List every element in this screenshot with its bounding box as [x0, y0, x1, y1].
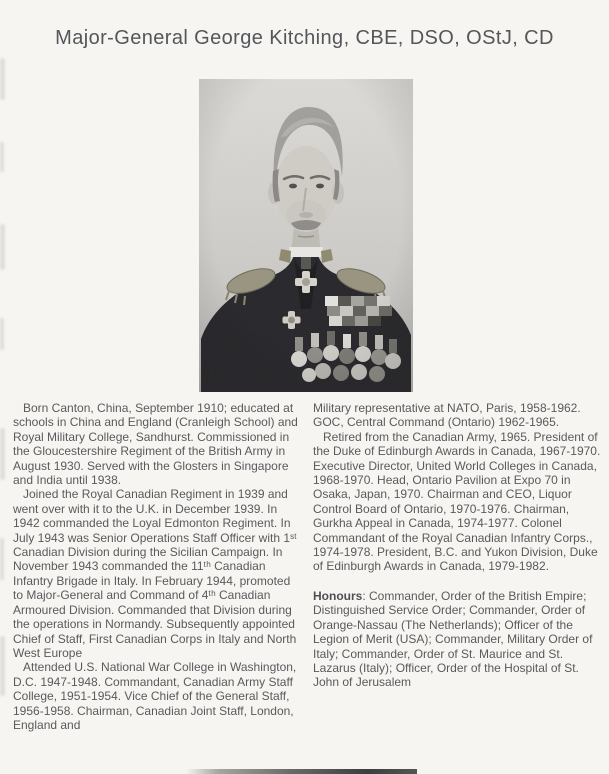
portrait-photo — [199, 79, 413, 392]
paragraph-postwar-appointments: Attended U.S. National War College in Washington, D.C. 1947-1948. Commandant, Canadian Army Staff College, 1951-1954. Vice Chief of the General Staff, 1956-1958. Chairman, Canadian Joint Staff, London, England and — [13, 660, 297, 732]
paragraph-birth-education: Born Canton, China, September 1910; educated at schools in China and England (Cranleigh School) and Royal Military College, Sandhurst. Commissioned in the Gloucestershire Regiment of the British Army in August 1930. Served with the Glosters in Singapore and India until 1938. — [13, 401, 298, 488]
right-column — [313, 401, 601, 732]
scan-artifact — [0, 318, 4, 350]
scan-artifact — [0, 636, 5, 696]
portrait-photo-illustration — [199, 79, 413, 392]
scan-artifact — [0, 58, 5, 100]
honours-list: : Commander, Order of the British Empire; Distinguished Service Order; Commander, Order of Orange-Nassau (The Netherlands); Officer of the Legion of Merit (USA); Commander, Military Order of Italy; Commander, Order of St. Maurice and St. Lazarus (Italy); Officer, Order of the Hospital of St. John of Jerusalem — [313, 588, 593, 690]
honours-label: Honours — [313, 588, 363, 603]
biography-text — [13, 401, 601, 732]
paragraph-honours — [313, 589, 601, 690]
scan-artifact — [0, 428, 5, 480]
left-column — [13, 401, 301, 732]
page-title: Major-General George Kitching, CBE, DSO, OStJ, CD — [55, 27, 554, 49]
scan-artifact — [0, 538, 4, 580]
paragraph-nato-goc: Military representative at NATO, Paris, 1958-1962. GOC, Central Command (Ontario) 1962-1965. — [313, 401, 581, 430]
paragraph-retirement-civil: Retired from the Canadian Army, 1965. President of the Duke of Edinburgh Awards in Canada, 1967-1970. Executive Director, United World Colleges in Canada, 1968-1970. Head, Ontario Pavilion at Expo 70 in Osaka, Japan, 1970. Chairman and CEO, Liquor Control Board of Ontario, 1970-1976. Chairman, Gurkha Appeal in Canada, 1974-1977. Colonel Commandant of the Royal Canadian Infantry Corps., 1974-1978. President, B.C. and Yukon Division, Duke of Edinburgh Awards in Canada, 1979-1982. — [313, 429, 601, 574]
paragraph-wwii-service: Joined the Royal Canadian Regiment in 1939 and went over with it to the U.K. in December 1939. In 1942 commanded the Loyal Edmonton Regiment. In July 1943 was Senior Operations Staff Officer with 1ˢᵗ Canadian Division during the Sicilian Campaign. In November 1943 commanded the 11ᵗʰ Canadian Infantry Brigade in Italy. In February 1944, promoted to Major-General and Command of 4ᵗʰ Canadian Armoured Division. Commanded that Division during the operations in Normandy. Subsequently appointed Chief of Staff, First Canadian Corps in Italy and North West Europe — [13, 487, 297, 660]
page-bottom-artifact — [186, 769, 417, 774]
scan-artifact — [0, 142, 4, 172]
scan-artifact — [0, 224, 5, 270]
